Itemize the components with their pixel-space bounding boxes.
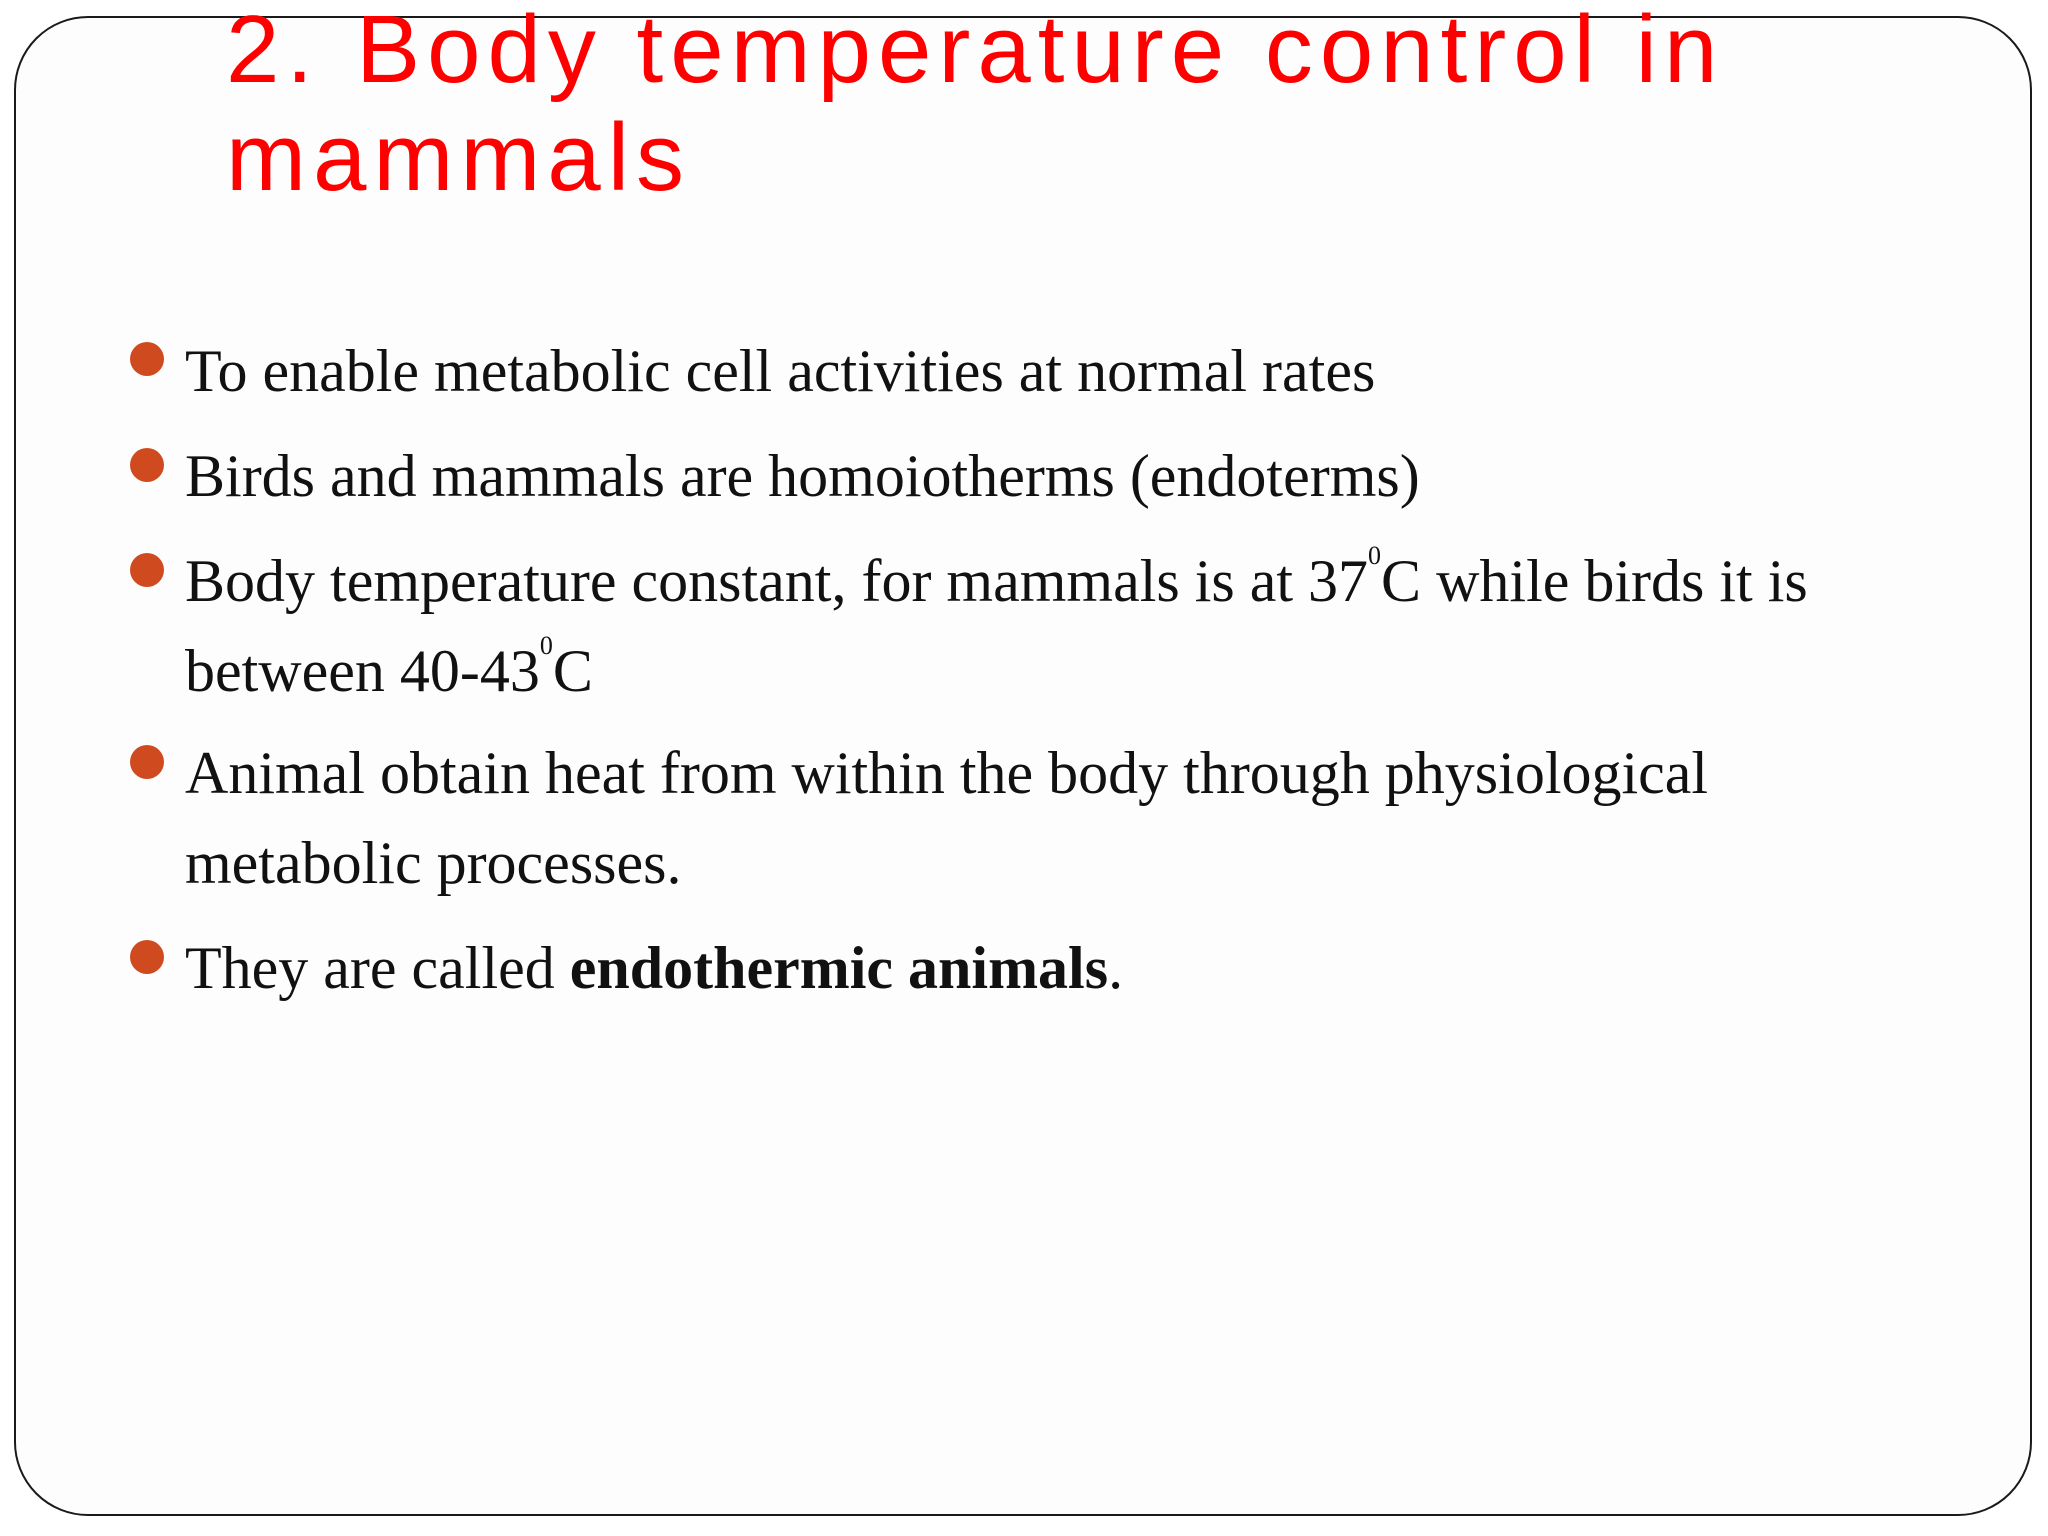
degree-superscript: 0 [539, 631, 553, 660]
bullet-text-5 [185, 923, 1905, 1013]
bullet-3-part-b: C while birds it is between 40-43 [185, 548, 1808, 704]
bullet-5-bold: endothermic animals [569, 935, 1109, 1001]
bullet-5-post: . [1108, 935, 1124, 1001]
slide-title [226, 0, 1926, 212]
bullet-3-part-c: C [552, 638, 593, 704]
bullet-dot-icon [130, 448, 164, 482]
bullet-dot-icon [130, 745, 164, 779]
bullet-5-pre: They are called [185, 935, 570, 1001]
title-text: Body temperature control in mammals [226, 0, 1725, 211]
bullet-dot-icon [130, 940, 164, 974]
bullet-text-4: Animal obtain heat from within the body through physiological metabolic processes. [185, 740, 1709, 896]
bullet-text-1: To enable metabolic cell activities at normal rates [185, 338, 1376, 404]
bullet-text-3 [185, 536, 1905, 716]
bullet-dot-icon [130, 553, 164, 587]
title-number: 2. [226, 0, 321, 103]
degree-superscript: 0 [1368, 541, 1382, 570]
bullet-3-part-a: Body temperature constant, for mammals is at 37 [185, 548, 1369, 614]
bullet-dot-icon [130, 342, 164, 376]
bullet-text-2: Birds and mammals are homoiotherms (endoterms) [185, 443, 1420, 509]
